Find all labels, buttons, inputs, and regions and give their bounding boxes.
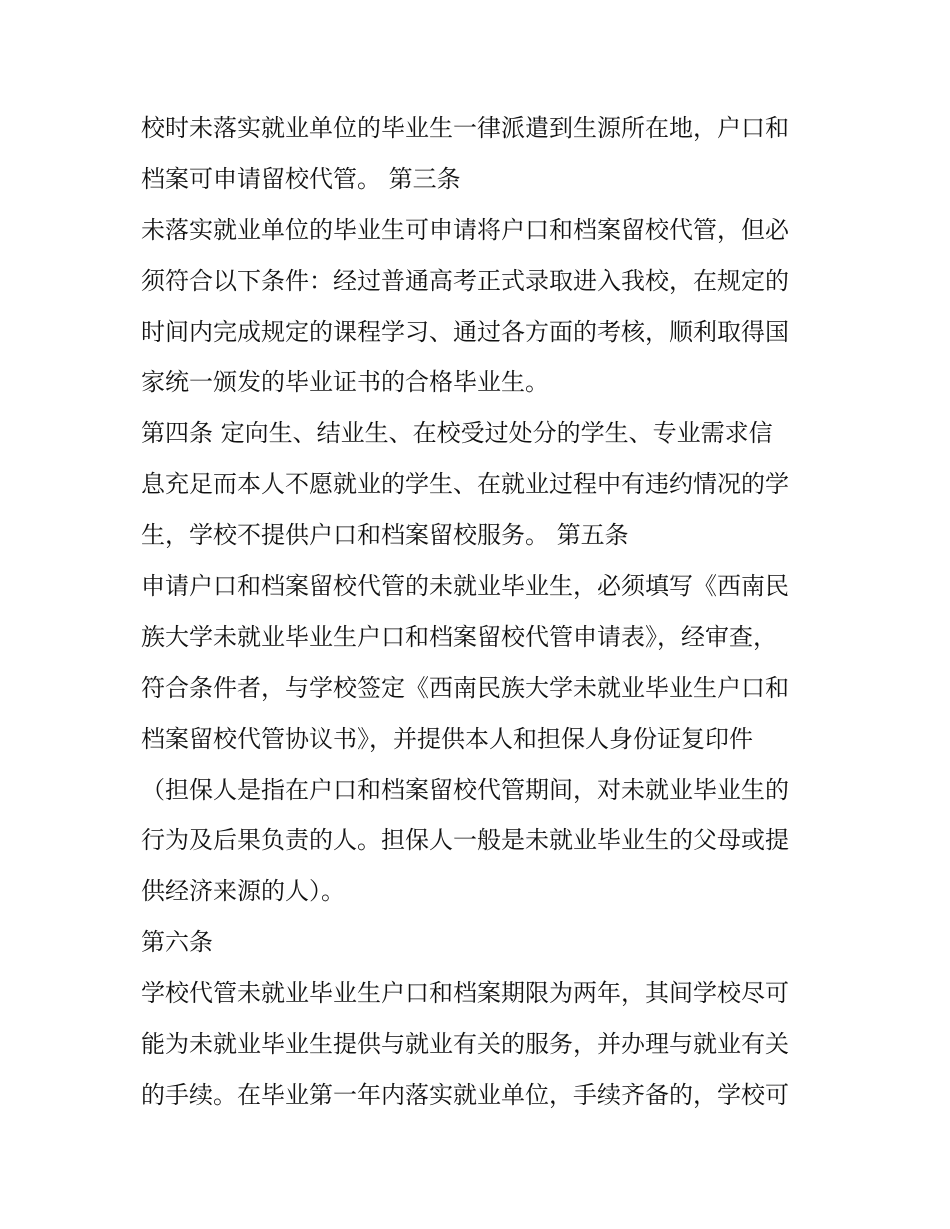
- text-line-18: 学校代管未就业毕业生户口和档案期限为两年，其间学校尽可: [141, 979, 789, 1008]
- text-line-9: 生，学校不提供户口和档案留校服务。 第五条: [141, 521, 629, 550]
- text-line-6: 家统一颁发的毕业证书的合格毕业生。: [141, 368, 549, 397]
- text-line-11: 族大学未就业毕业生户口和档案留校代管申请表》，经审查，: [141, 622, 777, 651]
- text-line-20: 的手续。在毕业第一年内落实就业单位，手续齐备的，学校可: [141, 1080, 789, 1109]
- text-line-14: （担保人是指在户口和档案留校代管期间，对未就业毕业生的: [141, 775, 789, 804]
- text-line-16: 供经济来源的人）。: [141, 877, 345, 906]
- text-line-8: 息充足而本人不愿就业的学生、在就业过程中有违约情况的学: [141, 470, 789, 499]
- text-line-17: 第六条: [141, 928, 213, 957]
- text-line-10: 申请户口和档案留校代管的未就业毕业生，必须填写《西南民: [141, 572, 789, 601]
- text-line-3: 未落实就业单位的毕业生可申请将户口和档案留校代管，但必: [141, 215, 789, 244]
- text-line-5: 时间内完成规定的课程学习、通过各方面的考核，顺利取得国: [141, 317, 789, 346]
- text-line-2: 档案可申请留校代管。 第三条: [141, 164, 461, 193]
- text-line-12: 符合条件者，与学校签定《西南民族大学未就业毕业生户口和: [141, 673, 789, 702]
- text-line-1: 校时未落实就业单位的毕业生一律派遣到生源所在地，户口和: [141, 114, 789, 142]
- text-line-19: 能为未就业毕业生提供与就业有关的服务，并办理与就业有关: [141, 1030, 789, 1059]
- text-line-4: 须符合以下条件：经过普通高考正式录取进入我校，在规定的: [141, 266, 789, 295]
- text-line-13: 档案留校代管协议书》，并提供本人和担保人身份证复印件: [141, 724, 753, 753]
- text-line-15: 行为及后果负责的人。担保人一般是未就业毕业生的父母或提: [141, 826, 789, 855]
- document-body: [141, 103, 821, 1121]
- text-line-7: 第四条 定向生、结业生、在校受过处分的学生、专业需求信: [141, 419, 773, 448]
